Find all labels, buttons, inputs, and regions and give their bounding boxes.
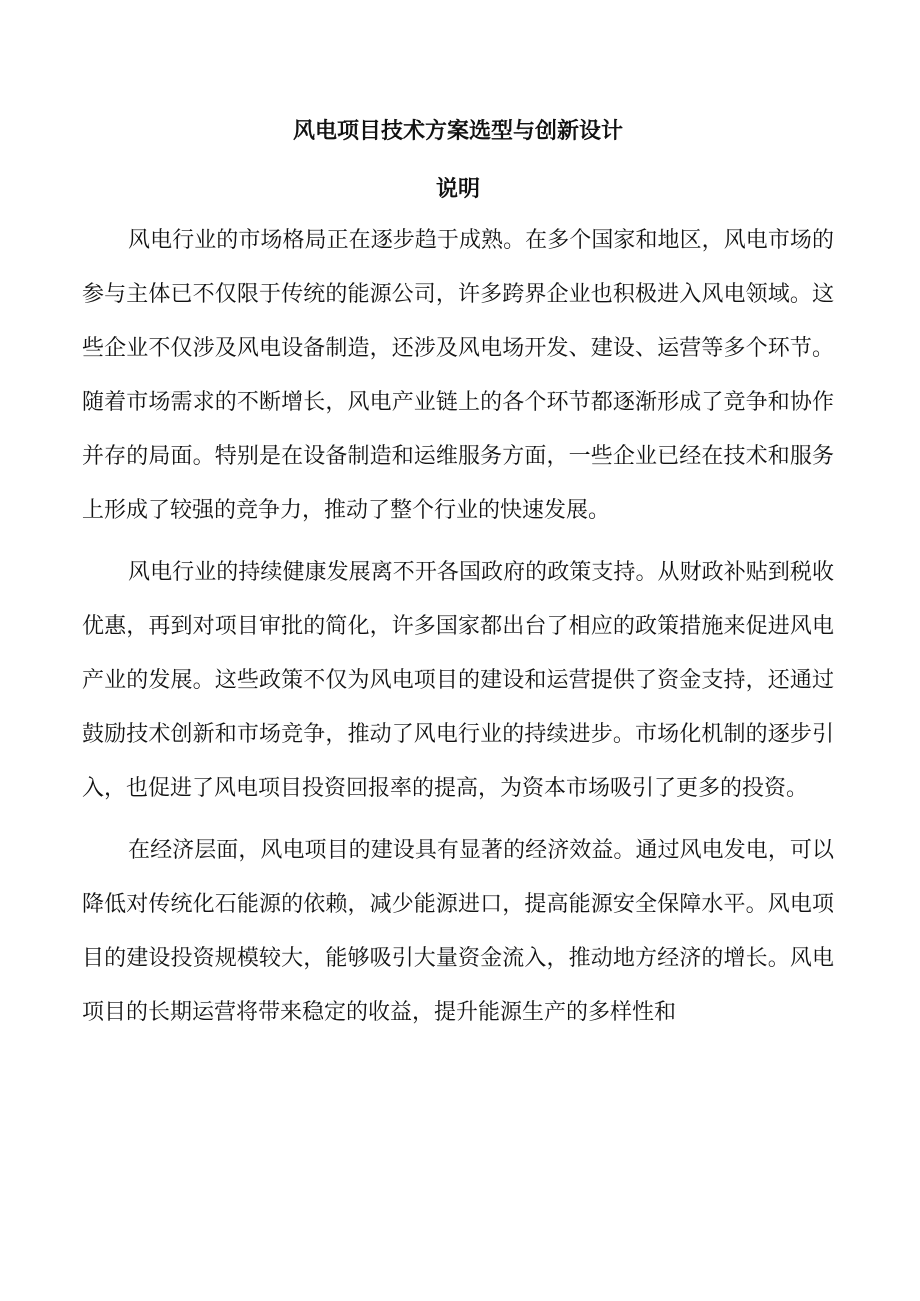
document-title: 风电项目技术方案选型与创新设计 xyxy=(292,118,623,144)
paragraph-economic-benefits: 在经济层面，风电项目的建设具有显著的经济效益。通过风电发电，可以降低对传统化石能源的依赖，减少能源进口，提高能源安全保障水平。风电项目的建设投资规模较大，能够吸引大量资金流入，推动地方经济的增长。风电项目的长期运营将带来稳定的收益，提升能源生产的多样性和 xyxy=(82,838,834,1025)
paragraph-market-structure: 风电行业的市场格局正在逐步趋于成熟。在多个国家和地区，风电市场的参与主体已不仅限于传统的能源公司，许多跨界企业也积极进入风电领域。这些企业不仅涉及风电设备制造，还涉及风电场开发、建设、运营等多个环节。随着市场需求的不断增长，风电产业链上的各个环节都逐渐形成了竞争和协作并存的局面。特别是在设备制造和运维服务方面，一些企业已经在技术和服务上形成了较强的竞争力，推动了整个行业的快速发展。 xyxy=(82,228,834,523)
paragraph-policy-support: 风电行业的持续健康发展离不开各国政府的政策支持。从财政补贴到税收优惠，再到对项目审批的简化，许多国家都出台了相应的政策措施来促进风电产业的发展。这些政策不仅为风电项目的建设和运营提供了资金支持，还通过鼓励技术创新和市场竞争，推动了风电行业的持续进步。市场化机制的逐步引入，也促进了风电项目投资回报率的提高，为资本市场吸引了更多的投资。 xyxy=(82,560,834,801)
section-heading: 说明 xyxy=(435,176,480,202)
document-page xyxy=(82,113,834,1040)
